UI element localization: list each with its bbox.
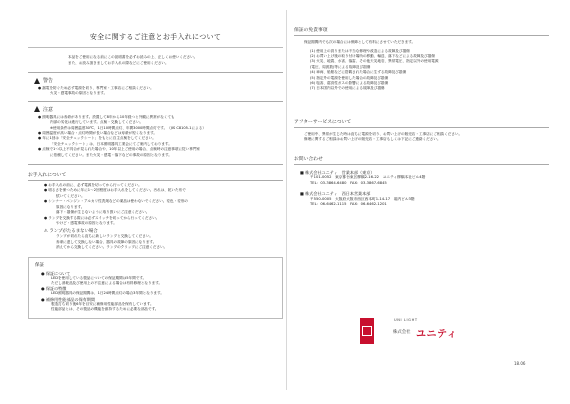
- caution-triangle-icon: [34, 106, 40, 112]
- list-item: [28, 188, 283, 199]
- item-text: ● 周囲温度が高い場合・点灯時間が長い場合などは寿命が短くなります。: [38, 131, 157, 136]
- list-item: (4) 車両、船舶などに搭載された場合に生ずる故障及び損傷: [310, 70, 407, 75]
- warning-section: [28, 72, 283, 97]
- right-column: [294, 10, 549, 207]
- warranty-item: [35, 297, 276, 313]
- note-line: 消えてから交換してください。ランプのクリップにご注意ください。: [56, 245, 168, 250]
- logo-corp: 株式会社: [393, 330, 411, 335]
- item-subtext: 内部の劣化は進行しています。点検・交換してください。: [50, 120, 144, 125]
- note-text: [28, 234, 283, 250]
- intro-text: [28, 54, 283, 66]
- list-item: [28, 199, 283, 215]
- note-line: 寿命に達して交換しない場合、器具の故障の原因になります。: [56, 239, 157, 244]
- item-subtext: やけど・感電事故の原因となります。: [56, 220, 117, 225]
- item-text: ● お手入れの前に、必ず電源を切ってから行ってください。: [44, 183, 142, 188]
- list-item: [28, 147, 283, 158]
- item-text: ● シンナー・ベンジン・アルカリ性洗剤などの薬品は使わないでください。変色・変形の: [44, 199, 189, 204]
- date-code: 18.06: [514, 361, 526, 366]
- list-item: [28, 86, 283, 97]
- item-text: ● 年に1回は「安全チェックシート」をもとに自主点検をしてください。: [38, 136, 156, 141]
- immunity-intro-line: 保証期間内でも次の場合には保障として有料にさせていただきます。: [304, 40, 416, 44]
- office-line: TEL：03-3864-6480 FAX：03-3867-6845: [310, 180, 387, 185]
- list-item: (6) 塩害、腐食性ガスの影響による故障及び損傷: [310, 81, 389, 86]
- warranty-line: 製造打ち切り後6年を目安に補修用性能部品を保有しています。: [51, 301, 154, 306]
- item-subtext: 火災・感電事故の原因となります。: [50, 91, 108, 96]
- warranty-item-heading: ● 保証について: [41, 270, 71, 276]
- item-subtext: 落下・損傷が生じないように取り扱いにご注意ください。: [56, 210, 150, 215]
- item-subtext: 拭いてください。: [56, 193, 85, 198]
- warranty-line: LED照明器具の保証期間は、1日24時間点灯の場合3年間となります。: [51, 291, 164, 296]
- care-section: [28, 183, 283, 250]
- list-item: (7) 日本国内以外での使用による故障及び損傷: [310, 86, 385, 91]
- logo-mark-icon: [360, 318, 374, 344]
- caution-label: 注意: [43, 106, 54, 113]
- office-name: ■ 株式会社ユニティ 営業本部（東京）: [300, 170, 375, 176]
- warranty-line: 性能部品とは、その製品の機能を維持するために必要な部品です。: [51, 306, 159, 311]
- warranty-line: ただし消耗品及び使用上の不注意による場合は有料修理となります。: [51, 280, 163, 285]
- after-service-heading: アフターサービスについて: [294, 118, 549, 128]
- item-subtext: ※使用条件は周囲温度30℃、1日10時間点灯、年間3000時間点灯です。（JIS C8105-1による）: [50, 125, 206, 130]
- item-subtext: 「安全チェックシート」は、日本照明器具工業会にてご案内しております。: [50, 141, 172, 146]
- caution-section: [28, 101, 283, 165]
- warning-heading: [28, 77, 283, 84]
- contact-heading: お問い合わせ: [294, 155, 549, 165]
- immunity-heading: 保証の免責事項: [294, 26, 549, 36]
- intro-line: また、お読み頂きましてお手入れの際などにご使用ください。: [68, 61, 169, 65]
- office-name: ■ 株式会社ユニティ 西日本営業本部: [300, 191, 371, 197]
- contact-office: [294, 191, 549, 207]
- column-divider: [286, 10, 287, 390]
- note-line: ランプが切れたら直ちに新しいランプと交換してください。: [56, 234, 154, 239]
- after-service-text: [294, 132, 549, 143]
- caution-heading: [28, 106, 283, 113]
- warranty-item: [35, 286, 276, 296]
- company-logo: [360, 318, 510, 348]
- item-text: ● 漏電を防ぐため必ず電源を切り、専門家・工事店にご相談ください。: [38, 86, 154, 90]
- list-item: [28, 115, 283, 131]
- list-item: (1) 使用上の誤りまたは不当な修理や改造による故障及び損傷: [310, 48, 410, 53]
- warranty-line: LEDを使用している製品についての保証期間は5年間です。: [51, 275, 147, 280]
- item-text: ● 明るさを保つために年に1〜2回程度はお手入れをしてください。汚れは、乾いた布で: [44, 188, 186, 193]
- after-service-line: ご使用中、異常が生じた時は直ちに電源を切り、お買い上げの販売店・工事店にご相談ください。: [304, 131, 463, 136]
- logo-english: UNI LIGHT: [394, 318, 418, 322]
- item-text: ● 点検で1つ以上不具合が見られた場合や、10年以上ご使用の場合、点検時の注意事項に従い専門家: [38, 147, 201, 152]
- item-subtext: 原因になります。: [56, 204, 85, 209]
- list-item: (5) 指定外の電源を使用した場合の故障及び損傷: [310, 75, 389, 80]
- warranty-item: [35, 271, 276, 287]
- intro-line: 本品をご使用になる前にこの説明書を必ずお読みの上、正しくお使いください。: [68, 55, 198, 59]
- warning-label: 警告: [43, 78, 54, 84]
- note-heading: ⚠ ランプがたるまない場合: [44, 229, 98, 235]
- warranty-box: [28, 257, 283, 320]
- immunity-list: [294, 49, 549, 92]
- list-item: [28, 136, 283, 147]
- office-line: TEL：06-6462-1115 FAX：06-6462-1201: [310, 202, 387, 207]
- page-title: 安全に関するご注意とお手入れについて: [28, 10, 283, 48]
- list-item: (3) 火災、地震、水害、落雷、その他天災地変、異常電圧、指定以外の使用電源: [310, 59, 439, 64]
- office-line: 〒550-0005 大阪府大阪市西区西本町1-14-17 堀内ビル3階: [310, 196, 415, 201]
- list-item: (2) お買い上げ後の取り付け場所の移動、輸送、落下などによる故障及び損傷: [310, 54, 435, 58]
- left-column: [28, 10, 283, 319]
- contact-office: [294, 170, 549, 186]
- care-heading: お手入れについて: [28, 171, 283, 181]
- warning-triangle-icon: [34, 78, 40, 84]
- after-service-line: 修理に関するご相談はお買い上げの販売店・工事店もしくは下記にご連絡ください。: [304, 137, 441, 142]
- item-text: ● 照明器具には寿命があります。設置して8年から10年経つと外観に異常がなくても: [38, 114, 175, 119]
- list-item: [28, 216, 283, 227]
- list-item: (電圧、周波数)等による故障及び損傷: [310, 64, 371, 69]
- logo-name: ユニティ: [416, 329, 458, 340]
- warranty-item-heading: ● 補修用性能部品の保有期間: [41, 296, 95, 302]
- office-line: 〒101-0052 東京都台東区柳橋2-16-22 ユニティ柳橋本社ビル4階: [310, 175, 426, 180]
- warranty-heading: 保証: [35, 262, 45, 268]
- item-text: ● ランプを交換する際には必ずスイッチを切ってから行ってください。: [44, 215, 160, 220]
- warranty-item-heading: ● 保証の特徴: [41, 286, 67, 292]
- immunity-intro: [294, 40, 549, 46]
- item-subtext: に依頼してください。また火災・感電・落下などの事故の原因となります。: [50, 152, 172, 157]
